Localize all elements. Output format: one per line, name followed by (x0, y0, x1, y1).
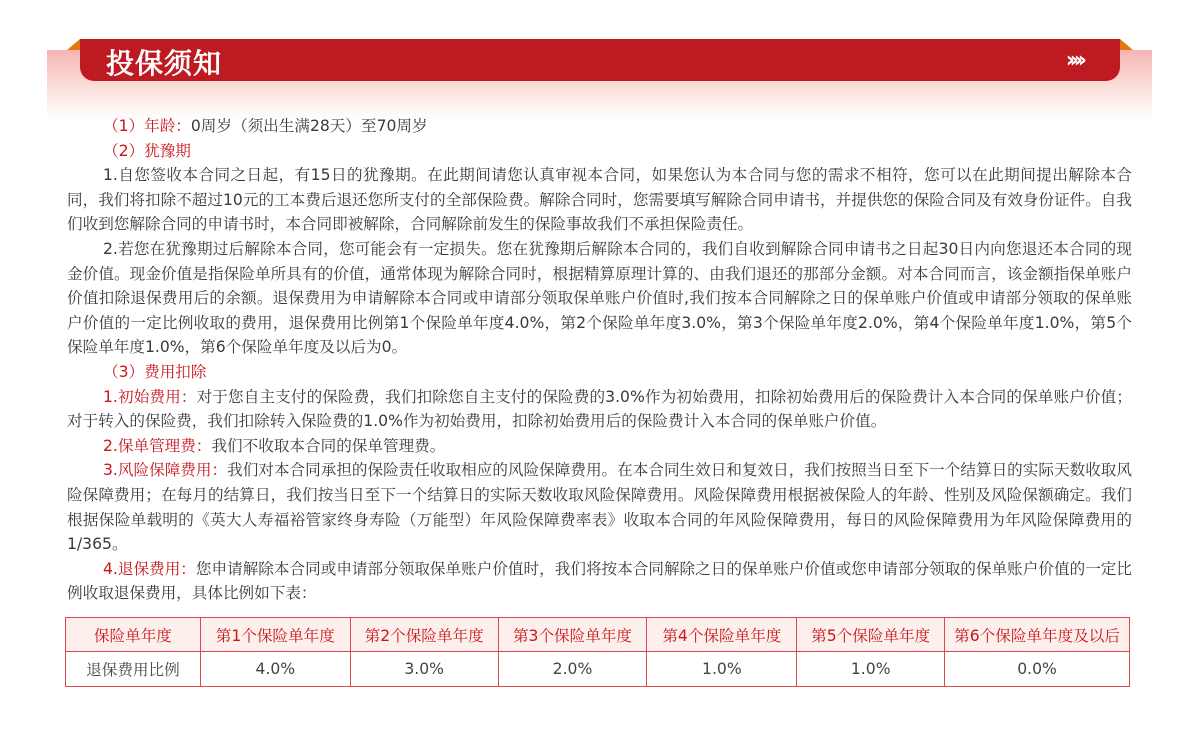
cooling-heading: （2）犹豫期 (103, 141, 191, 160)
fee-surrender-label: 4.退保费用： (103, 559, 196, 578)
fee-management-label: 2.保单管理费： (103, 436, 212, 455)
fee-risk-text: 我们对本合同承担的保险责任收取相应的风险保障费用。在本合同生效日和复效日，我们按照当日至下一个结算日的实际天数收取风险保障费用；在每月的结算日，我们按当日至下一个结算日的实际天数收取风险保障费用。风险保障费用根据被保险人的年龄、性别及风险保额确定。我们根据保险单载明的《英大人寿福裕管家终身寿险（万能型）年风险保障费率表》收取本合同的年风险保障费用，每日的风险保障费用为年风险保障费用的1/365。 (67, 461, 1132, 554)
table-header: 第3个保险单年度 (498, 618, 647, 652)
fee-risk (67, 458, 1132, 556)
table-cell: 退保费用比例 (66, 652, 201, 687)
table-header: 保险单年度 (66, 618, 201, 652)
table-cell: 0.0% (945, 652, 1130, 687)
age-label: （1）年龄： (103, 117, 191, 135)
page-title: 投保须知 (106, 47, 223, 80)
table-header: 第5个保险单年度 (797, 618, 945, 652)
surrender-fee-table (65, 617, 1130, 687)
table-cell: 1.0% (647, 652, 797, 687)
chevrons-icon: ›››› (1065, 48, 1082, 73)
fee-risk-label: 3.风险保障费用： (103, 461, 228, 480)
fee-initial (67, 385, 1132, 434)
table-cell: 3.0% (350, 652, 498, 687)
fee-surrender-text: 您申请解除本合同或申请部分领取保单账户价值时，我们将按本合同解除之日的保单账户价值或您申请部分领取的保单账户价值的一定比例收取退保费用，具体比例如下表： (67, 559, 1132, 603)
fee-initial-text: 对于您自主支付的保险费，我们扣除您自主支付的保险费的3.0%作为初始费用，扣除初始费用后的保险费计入本合同的保单账户价值；对于转入的保险费，我们扣除转入保险费的1.0%作为初始费用，扣除初始费用后的保险费计入本合同的保单账户价值。 (67, 387, 1132, 431)
section-banner (80, 39, 1120, 81)
table-header: 第4个保险单年度 (647, 618, 797, 652)
corner-fold-right (1120, 39, 1133, 50)
table-cell: 2.0% (498, 652, 647, 687)
table-header: 第2个保险单年度 (350, 618, 498, 652)
corner-fold-left (67, 39, 80, 50)
fee-surrender (67, 557, 1132, 606)
notice-content (67, 114, 1132, 606)
fee-management-text: 我们不收取本合同的保单管理费。 (211, 436, 446, 455)
cooling-paragraph-2: 2.若您在犹豫期过后解除本合同，您可能会有一定损失。您在犹豫期后解除本合同的，我们自收到解除合同申请书之日起30日内向您退还本合同的现金价值。现金价值是指保险单所具有的价值，通常体现为解除合同时，根据精算原理计算的、由我们退还的那部分金额。对本合同而言，该金额指保单账户价值扣除退保费用后的余额。退保费用为申请解除本合同或申请部分领取保单账户价值时,我们按本合同解除之日的保单账户价值或申请部分领取的保单账户价值的一定比例收取的费用，退保费用比例第1个保险单年度4.0%，第2个保险单年度3.0%，第3个保险单年度2.0%，第4个保险单年度1.0%，第5个保险单年度1.0%，第6个保险单年度及以后为0。 (67, 239, 1132, 357)
age-text: 0周岁（须出生满28天）至70周岁 (190, 117, 428, 135)
table-header: 第1个保险单年度 (200, 618, 350, 652)
age-line (67, 114, 1132, 139)
fee-heading: （3）费用扣除 (103, 362, 207, 381)
table-header: 第6个保险单年度及以后 (945, 618, 1130, 652)
cooling-paragraph-1: 1.自您签收本合同之日起，有15日的犹豫期。在此期间请您认真审视本合同，如果您认为本合同与您的需求不相符，您可以在此期间提出解除本合同，我们将扣除不超过10元的工本费后退还您所支付的全部保险费。解除合同时，您需要填写解除合同申请书，并提供您的保险合同及有效身份证件。自我们收到您解除合同的申请书时，本合同即被解除，合同解除前发生的保险事故我们不承担保险责任。 (67, 166, 1132, 234)
table-header-row (66, 618, 1130, 652)
fee-management (67, 434, 1132, 459)
table-row (66, 652, 1130, 687)
table-cell: 4.0% (200, 652, 350, 687)
fee-initial-label: 1.初始费用： (103, 387, 197, 406)
table-cell: 1.0% (797, 652, 945, 687)
